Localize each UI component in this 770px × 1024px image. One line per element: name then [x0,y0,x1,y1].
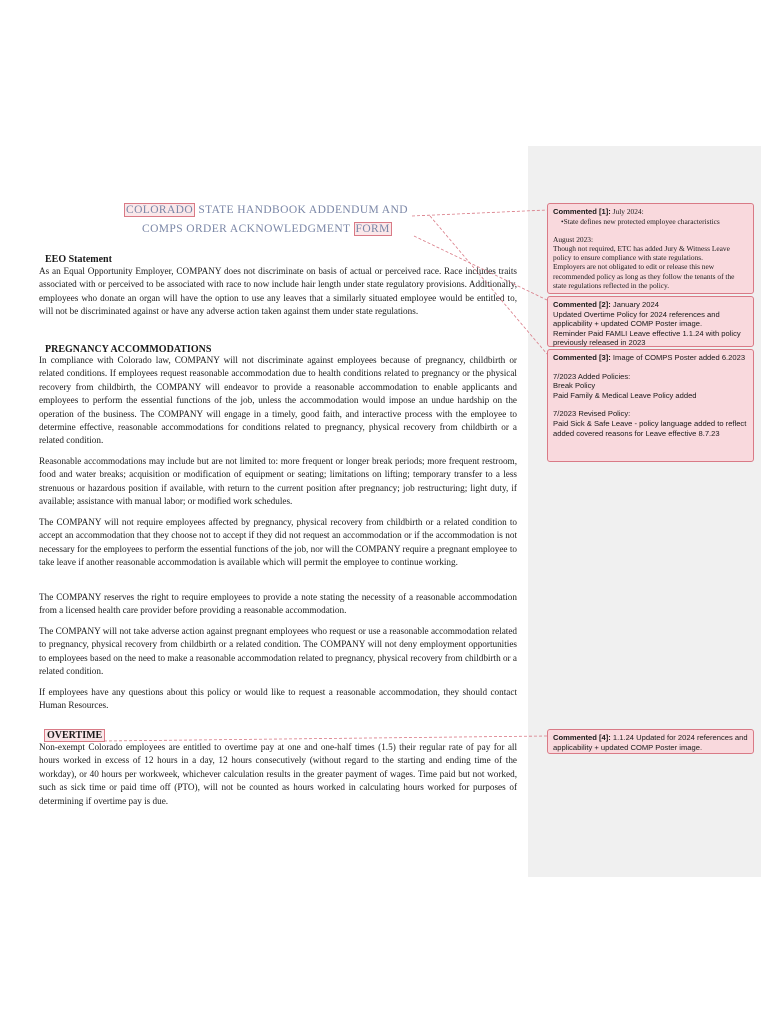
comment-2[interactable]: Commented [2]: January 2024 Updated Overtime Policy for 2024 references and applicability + updated COMP Poster image. Reminder Paid FAMLI Leave effective 1.1.24 with policy previously released in 2023 [547,296,754,347]
pregnancy-paragraph-3: The COMPANY will not require employees affected by pregnancy, physical recovery from childbirth or a related condition to accept an accommodation that they choose not to accept if they did not request an accommodation or if the accommodation is not necessary for the employees to perform the essential functions of the job, nor will the COMPANY require a pregnant employee to take leave if another reasonable accommodation is available which will permit the employee to continue working. [39,517,517,568]
comment-3[interactable]: Commented [3]: Image of COMPS Poster added 6.2023 7/2023 Added Policies: Break Policy Paid Family & Medical Leave Policy added 7/2023 Revised Policy: Paid Sick & Safe Leave - policy language added to reflect added covered reasons for Leave effective 8.7.23 [547,349,754,462]
title-highlight-form[interactable]: FORM [355,223,390,235]
comment-4[interactable]: Commented [4]: 1.1.24 Updated for 2024 references and applicability + updated COMP Poster image. [547,729,754,754]
pregnancy-heading: PREGNANCY ACCOMMODATIONS [45,344,212,355]
pregnancy-paragraph-1: In compliance with Colorado law, COMPANY will not discriminate against employees because of pregnancy, childbirth or related conditions. If employees request reasonable accommodation due to health conditions related to pregnancy or the physical recovery from childbirth, the COMPANY will endeavor to provide a reasonable accommodation to enable applicants and employees to perform the essential functions of the job, unless the accommodation would impose an undue hardship on the operation of the business. The COMPANY will engage in a timely, good faith, and interactive process with the employee to determine effective, reasonable accommodations for conditions related to pregnancy, physical recovery from childbirth or a related condition. [39,355,517,446]
overtime-paragraph: Non-exempt Colorado employees are entitled to overtime pay at one and one-half times (1.5) their regular rate of pay for all hours worked in excess of 12 hours in a day, 12 hours consecutively (without regard to the starting and ending time of the workday), or 40 hours per workweek, whichever calculation results in the greater payment of wages. Time paid but not worked, such as sick time or paid time off (PTO), will not be counted as hours worked in calculating hours worked for purposes of determining if overtime pay is due. [39,742,517,806]
comment-2-author: Commented [2]: [553,300,611,309]
pregnancy-paragraph-5: The COMPANY will not take adverse action against pregnant employees who request or use a reasonable accommodation related to pregnancy, physical recovery from childbirth or a related condition. The COMPANY will not deny employment opportunities to employees based on the need to make a reasonable accommodation related to pregnancy, physical recovery from childbirth or a related condition. [39,626,517,677]
pregnancy-paragraph-2: Reasonable accommodations may include but are not limited to: more frequent or longer break periods; more frequent restroom, food and water breaks; acquisition or modification of equipment or seating; limitations on lifting; temporary transfer to a less strenuous or hazardous position if available, with return to the current position after pregnancy; job restructuring; light duty, if available; assistance with manual labor; or modified work schedules. [39,456,517,507]
title-highlight-colorado[interactable]: COLORADO [126,204,194,216]
pregnancy-paragraph-4: The COMPANY reserves the right to require employees to provide a note stating the necessity of a reasonable accommodation from a licensed health care provider before providing a reasonable accommodation. [39,592,517,616]
document-title-line-2: COMPS ORDER ACKNOWLEDGMENT FORM [142,223,390,235]
comment-1[interactable]: Commented [1]: July 2024: •State defines new protected employee characteristics August 2023: Though not required, ETC has added Jury & Witness Leave policy to ensure compliance with state regulations. Employers are not obligated to edit or release this new recommended policy as long as they follow the tenants of the state regulations reflected in the policy. [547,203,754,294]
comment-4-author: Commented [4]: [553,733,611,742]
pregnancy-paragraph-6: If employees have any questions about this policy or would like to request a reasonable accommodation, they should contact Human Resources. [39,687,517,711]
comment-3-author: Commented [3]: [553,353,611,362]
eeo-paragraph: As an Equal Opportunity Employer, COMPANY does not discriminate on basis of actual or perceived race. Race includes traits associated with or perceived to be associated with race to now include hair length under state regulatory provisions. Additionally, employees who donate an organ will have the option to use any leaves that a similarly situated employee would be entitled to, will not be discriminated against or have any adverse action taken against them under state regulations. [39,266,517,317]
document-title-line-1: COLORADO STATE HANDBOOK ADDENDUM AND [126,204,408,216]
comment-1-author: Commented [1]: [553,207,611,216]
overtime-heading[interactable]: OVERTIME [44,729,105,742]
eeo-heading: EEO Statement [45,254,112,265]
